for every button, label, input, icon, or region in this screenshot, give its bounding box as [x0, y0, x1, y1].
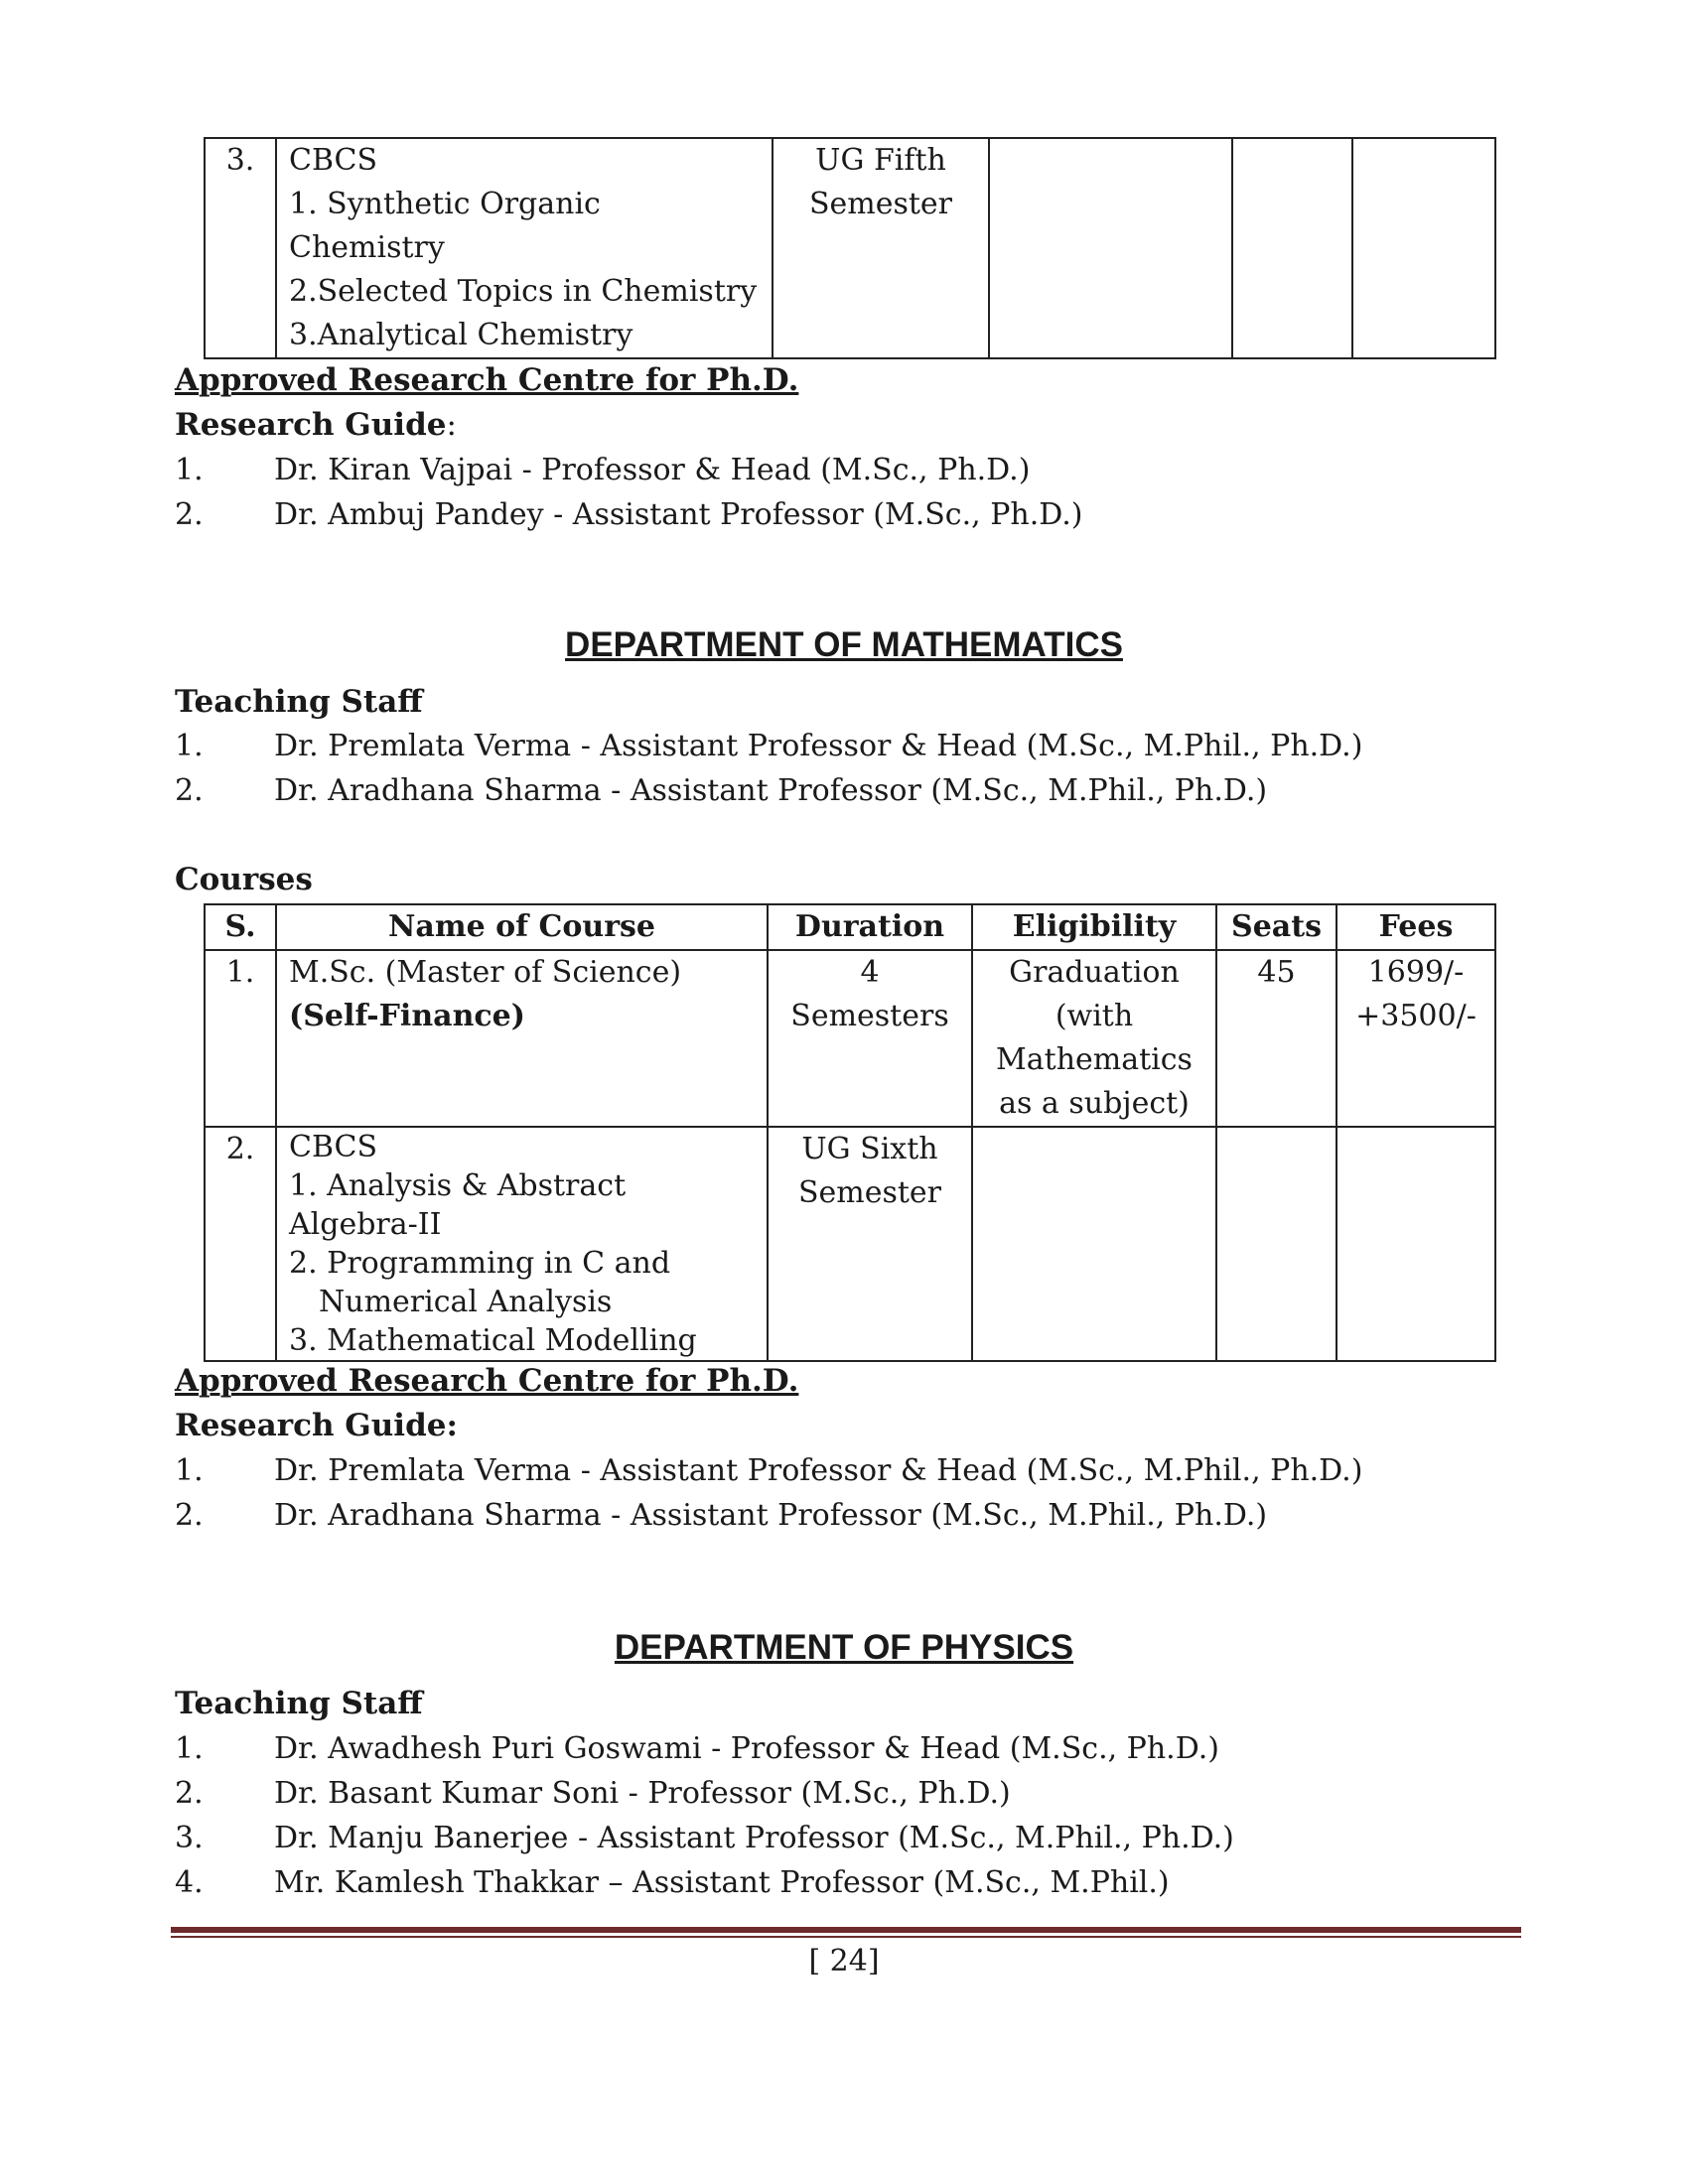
header-serial: S. [205, 904, 276, 950]
duration-cell: UG Sixth Semester [768, 1127, 972, 1361]
course-name-cell: CBCS 1. Synthetic Organic Chemistry 2.Selected Topics in Chemistry 3.Analytical Chemistry [276, 138, 773, 358]
list-item: 2. Dr. Aradhana Sharma - Assistant Professor (M.Sc., M.Phil., Ph.D.) [175, 1498, 1268, 1533]
fees-cell [1336, 1127, 1495, 1361]
header-fees: Fees [1336, 904, 1495, 950]
chemistry-courses-table-continued [204, 137, 1496, 359]
footer-divider [171, 1927, 1521, 1933]
physics-department-title: DEPARTMENT OF PHYSICS [614, 1628, 1074, 1667]
math-staff-list [175, 724, 1362, 813]
seats-cell [1232, 138, 1352, 358]
serial-number-cell: 3. [205, 138, 276, 358]
physics-staff-list [175, 1726, 1234, 1905]
table-header-row [205, 904, 1495, 950]
table-row [205, 1127, 1495, 1361]
header-seats: Seats [1216, 904, 1336, 950]
footer-divider-thin [171, 1936, 1521, 1938]
chem-research-guide-label: Research Guide: [175, 407, 457, 443]
chem-research-guide-list [175, 448, 1082, 537]
list-item: 1. Dr. Premlata Verma - Assistant Professor & Head (M.Sc., M.Phil., Ph.D.) [175, 729, 1363, 763]
list-item: 2. Dr. Ambuj Pandey - Assistant Professor (M.Sc., Ph.D.) [175, 497, 1083, 532]
math-courses-table [204, 903, 1496, 1362]
duration-cell: 4 Semesters [768, 950, 972, 1127]
table-row [205, 138, 1495, 358]
list-item: 4. Mr. Kamlesh Thakkar – Assistant Professor (M.Sc., M.Phil.) [175, 1865, 1170, 1900]
header-duration: Duration [768, 904, 972, 950]
list-item: 2. Dr. Aradhana Sharma - Assistant Professor (M.Sc., M.Phil., Ph.D.) [175, 773, 1268, 808]
header-eligibility: Eligibility [972, 904, 1216, 950]
math-research-heading: Approved Research Centre for Ph.D. [175, 1363, 799, 1399]
eligibility-cell [972, 1127, 1216, 1361]
list-item: 3. Dr. Manju Banerjee - Assistant Professor (M.Sc., M.Phil., Ph.D.) [175, 1821, 1234, 1855]
math-research-guide-label: Research Guide: [175, 1408, 458, 1443]
list-item: 1. Dr. Kiran Vajpai - Professor & Head (M.Sc., Ph.D.) [175, 453, 1031, 487]
list-item: 1. Dr. Awadhesh Puri Goswami - Professor & Head (M.Sc., Ph.D.) [175, 1731, 1219, 1766]
list-item: 2. Dr. Basant Kumar Soni - Professor (M.Sc., Ph.D.) [175, 1776, 1011, 1811]
physics-teaching-staff-label: Teaching Staff [175, 1686, 423, 1721]
math-department-title: DEPARTMENT OF MATHEMATICS [565, 625, 1123, 664]
page-number: [ 24] [808, 1944, 880, 1979]
math-research-guide-list [175, 1448, 1362, 1538]
chem-research-heading: Approved Research Centre for Ph.D. [175, 362, 799, 398]
seats-cell: 45 [1216, 950, 1336, 1127]
seats-cell [1216, 1127, 1336, 1361]
fees-cell: 1699/- +3500/- [1336, 950, 1495, 1127]
math-teaching-staff-label: Teaching Staff [175, 684, 423, 720]
fees-cell [1352, 138, 1495, 358]
duration-cell: UG Fifth Semester [773, 138, 989, 358]
serial-number-cell: 2. [205, 1127, 276, 1361]
course-name-cell: M.Sc. (Master of Science) (Self-Finance) [276, 950, 768, 1127]
header-course-name: Name of Course [276, 904, 768, 950]
table-row [205, 950, 1495, 1127]
math-courses-label: Courses [175, 862, 313, 897]
course-name-cell: CBCS 1. Analysis & Abstract Algebra-II 2. Programming in C and Numerical Analysis 3. Mathematical Modelling [276, 1127, 768, 1361]
eligibility-cell: Graduation (with Mathematics as a subject) [972, 950, 1216, 1127]
list-item: 1. Dr. Premlata Verma - Assistant Professor & Head (M.Sc., M.Phil., Ph.D.) [175, 1453, 1363, 1488]
serial-number-cell: 1. [205, 950, 276, 1127]
eligibility-cell [989, 138, 1232, 358]
